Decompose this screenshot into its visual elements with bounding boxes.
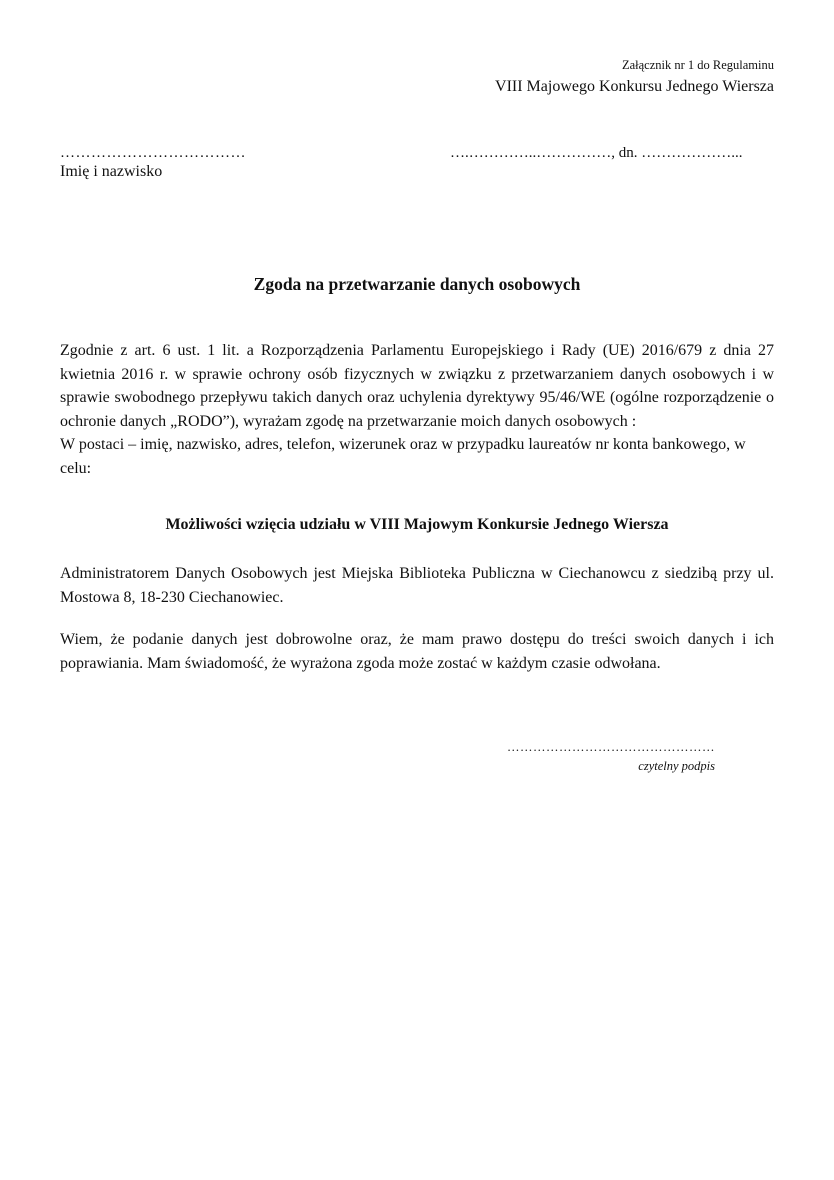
signature-label: czytelny podpis	[638, 759, 715, 773]
name-field-label: Imię i nazwisko	[60, 163, 163, 180]
annex-reference: Załącznik nr 1 do Regulaminu	[621, 58, 774, 72]
place-date-field: ….…………..……………, dn. ………………...	[450, 145, 743, 161]
contest-name: VIII Majowego Konkursu Jednego Wiersza	[495, 78, 774, 95]
signature-line: …………………………………………	[507, 740, 715, 754]
name-field-dots: ………………………………	[60, 145, 246, 161]
document-title: Zgoda na przetwarzanie danych osobowych	[253, 274, 581, 294]
rights-paragraph: Wiem, że podanie danych jest dobrowolne oraz, że mam prawo dostępu do treści swoich danych i ich poprawiania. Mam świadomość, że wyrażona zgoda może zostać w każdym czasie odwołana.	[60, 631, 774, 672]
processing-purpose: Możliwości wzięcia udziału w VIII Majowym Konkursie Jednego Wiersza	[165, 516, 669, 533]
data-scope-text: W postaci – imię, nazwisko, adres, telefon, wizerunek oraz w przypadku laureatów nr konta bankowego, w celu:	[60, 436, 746, 477]
administrator-paragraph: Administratorem Danych Osobowych jest Miejska Biblioteka Publiczna w Ciechanowcu z siedzibą przy ul. Mostowa 8, 18-230 Ciechanowiec.	[60, 565, 774, 606]
consent-paragraph	[60, 339, 774, 480]
consent-text: Zgodnie z art. 6 ust. 1 lit. a Rozporządzenia Parlamentu Europejskiego i Rady (UE) 2016/679 z dnia 27 kwietnia 2016 r. w sprawie ochrony osób fizycznych w związku z przetwarzaniem danych osobowych i w sprawie swobodnego przepływu takich danych oraz uchylenia dyrektywy 95/46/WE (ogólne rozporządzenie o ochronie danych „RODO”), wyrażam zgodę na przetwarzanie moich danych osobowych :	[60, 342, 774, 430]
